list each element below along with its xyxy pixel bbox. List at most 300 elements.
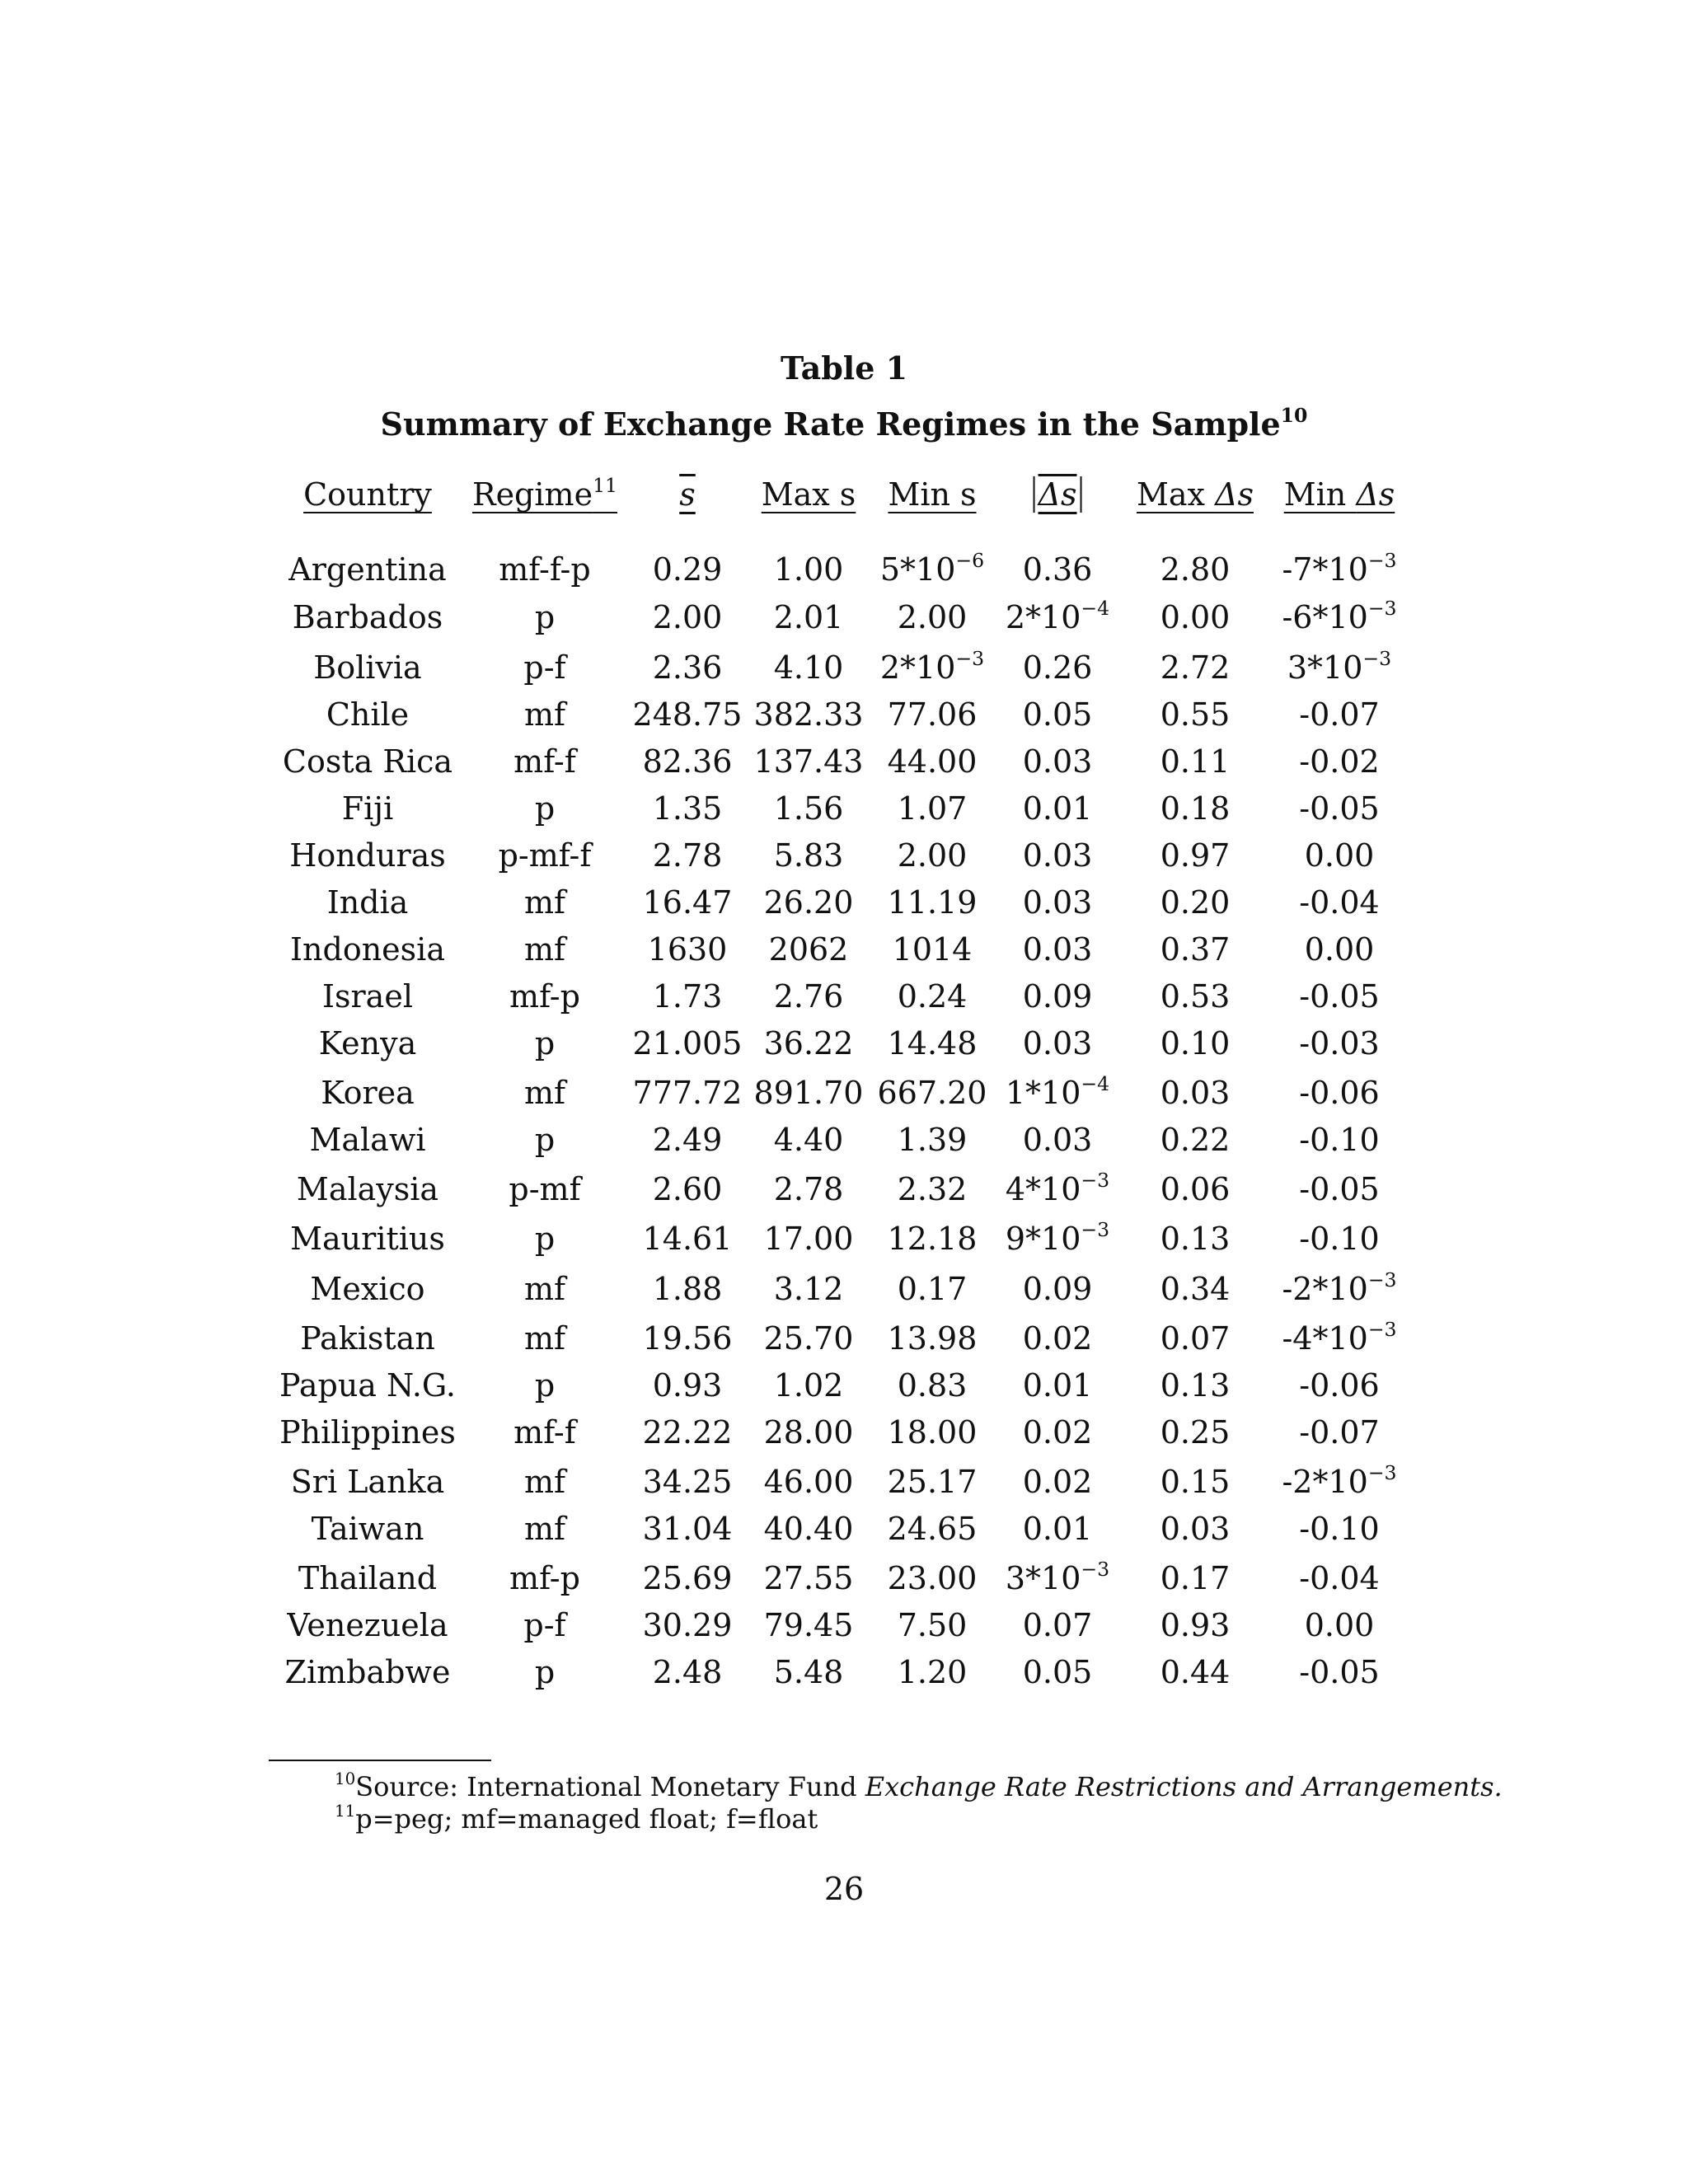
cell-regime-value: mf-f [513, 1414, 576, 1451]
cell-min-delta-s-value: -0.10 [1299, 1511, 1380, 1547]
cell-regime [513, 740, 576, 783]
cell-regime [524, 1317, 565, 1360]
cell-mean-s [653, 834, 723, 877]
header-mean-s-text: s [679, 476, 696, 513]
cell-min-s [898, 787, 968, 830]
cell-abs-delta-s-value: 0.09 [1022, 978, 1093, 1015]
cell-max-delta-s-value: 0.13 [1160, 1367, 1231, 1404]
cell-abs-delta-s [1023, 1651, 1093, 1694]
cell-min-s [888, 1460, 978, 1503]
table-row [0, 1460, 1688, 1503]
cell-max-s [774, 975, 844, 1018]
cell-min-delta-s [1287, 646, 1391, 689]
cell-country-value: Pakistan [300, 1320, 435, 1357]
cell-min-delta-s-exponent: −3 [1367, 597, 1397, 620]
cell-min-s-value: 44.00 [887, 743, 978, 780]
table-row [0, 1411, 1688, 1454]
cell-country [321, 1071, 415, 1114]
cell-min-s-value: 25.17 [887, 1464, 978, 1500]
cell-max-delta-s [1160, 1217, 1231, 1260]
cell-max-delta-s-value: 0.25 [1160, 1414, 1231, 1451]
cell-regime-value: mf [523, 696, 566, 733]
cell-country [285, 1651, 451, 1694]
cell-mean-s-value: 16.47 [642, 884, 733, 921]
cell-mean-s [653, 1118, 723, 1161]
cell-max-delta-s-value: 2.80 [1160, 551, 1231, 588]
cell-max-s [754, 1071, 864, 1114]
cell-mean-s-value: 0.29 [652, 551, 723, 588]
cell-max-s-value: 137.43 [753, 743, 864, 780]
cell-abs-delta-s [1023, 548, 1093, 591]
table-row [0, 1317, 1688, 1360]
cell-country-value: Sri Lanka [290, 1464, 445, 1500]
cell-regime-value: p [534, 1221, 556, 1257]
cell-mean-s [653, 646, 723, 689]
cell-regime [499, 834, 592, 877]
cell-min-delta-s [1299, 1364, 1379, 1407]
cell-abs-delta-s-value: 0.02 [1022, 1414, 1093, 1451]
cell-min-delta-s-value: -0.07 [1299, 1414, 1380, 1451]
cell-abs-delta-s-value: 4*10 [1005, 1171, 1081, 1207]
header-max-delta-s [1137, 473, 1254, 516]
cell-max-s-value: 382.33 [753, 696, 864, 733]
cell-max-delta-s-value: 0.93 [1160, 1607, 1231, 1643]
cell-abs-delta-s-exponent: −3 [1081, 1218, 1110, 1241]
cell-mean-s-value: 30.29 [642, 1607, 733, 1643]
cell-max-s-value: 79.45 [763, 1607, 854, 1643]
cell-max-s-value: 1.00 [773, 551, 844, 588]
cell-max-s [774, 834, 844, 877]
cell-country [298, 1557, 437, 1600]
cell-abs-delta-s-value: 0.03 [1022, 837, 1093, 874]
cell-max-s [774, 548, 844, 591]
cell-country-value: Costa Rica [282, 743, 453, 780]
cell-max-delta-s-value: 0.22 [1160, 1122, 1231, 1158]
cell-regime-value: p [534, 1122, 556, 1158]
cell-regime [535, 787, 555, 830]
cell-abs-delta-s-value: 0.02 [1022, 1464, 1093, 1500]
cell-abs-delta-s [1006, 1168, 1109, 1211]
cell-regime-value: mf-p [509, 1560, 580, 1596]
cell-abs-delta-s-value: 3*10 [1005, 1560, 1081, 1596]
cell-max-delta-s [1160, 1268, 1231, 1310]
table-row [0, 1651, 1688, 1694]
cell-regime [535, 1217, 555, 1260]
cell-min-delta-s [1282, 1268, 1396, 1310]
cell-regime-value: p [534, 599, 556, 635]
table-row [0, 1604, 1688, 1647]
cell-mean-s [633, 1071, 743, 1114]
cell-mean-s-value: 19.56 [642, 1320, 733, 1357]
cell-max-s-value: 26.20 [763, 884, 854, 921]
table-row [0, 646, 1688, 689]
cell-max-delta-s-value: 0.00 [1160, 599, 1231, 635]
cell-mean-s [653, 1168, 723, 1211]
cell-mean-s [643, 1557, 733, 1600]
cell-min-s [888, 1022, 978, 1065]
cell-abs-delta-s [1023, 646, 1093, 689]
cell-max-s-value: 1.56 [773, 790, 844, 827]
header-abs-delta-s [1034, 473, 1082, 516]
cell-min-delta-s-value: -0.10 [1299, 1122, 1380, 1158]
cell-max-s-value: 40.40 [763, 1511, 854, 1547]
cell-regime [535, 1651, 555, 1694]
cell-country-value: Korea [321, 1075, 415, 1111]
cell-min-s [898, 596, 968, 639]
cell-regime [524, 1071, 565, 1114]
cell-max-delta-s [1160, 1317, 1231, 1360]
cell-regime-value: mf [523, 1320, 566, 1357]
cell-max-s-value: 2062 [768, 931, 849, 968]
cell-abs-delta-s [1023, 787, 1093, 830]
footnote-text: Source: International Monetary Fund [355, 1771, 865, 1802]
cell-max-s-value: 25.70 [763, 1320, 854, 1357]
cell-abs-delta-s [1023, 881, 1093, 924]
cell-country [313, 646, 421, 689]
cell-max-s [754, 693, 864, 736]
cell-min-s-value: 0.24 [897, 978, 968, 1015]
cell-min-delta-s-value: -0.04 [1299, 884, 1380, 921]
cell-abs-delta-s [1023, 1604, 1093, 1647]
cell-mean-s-value: 1.35 [652, 790, 723, 827]
cell-min-delta-s [1299, 1118, 1379, 1161]
cell-min-delta-s [1299, 881, 1379, 924]
table-row [0, 1507, 1688, 1550]
table-row [0, 881, 1688, 924]
table-row [0, 596, 1688, 639]
cell-mean-s [643, 1217, 733, 1260]
cell-max-s-value: 5.83 [773, 837, 844, 874]
cell-min-s-value: 77.06 [887, 696, 978, 733]
cell-max-s [764, 1217, 854, 1260]
cell-min-delta-s [1305, 1604, 1375, 1647]
cell-min-s [893, 928, 973, 971]
cell-min-s [880, 646, 984, 689]
cell-abs-delta-s-value: 0.01 [1022, 790, 1093, 827]
table-row [0, 928, 1688, 971]
cell-max-s [764, 1460, 854, 1503]
cell-country [310, 1268, 424, 1310]
footnote-10 [335, 1769, 1503, 1802]
footnote-rule [269, 1760, 491, 1761]
cell-regime [524, 1507, 565, 1550]
cell-regime-value: p [534, 1025, 556, 1062]
cell-min-s [898, 1364, 968, 1407]
cell-country [309, 1118, 425, 1161]
cell-regime [509, 1168, 580, 1211]
header-regime-text: Regime [471, 476, 593, 513]
cell-max-s [764, 1604, 854, 1647]
cell-country-value: India [326, 884, 409, 921]
cell-min-delta-s [1299, 787, 1379, 830]
header-min-delta-sym: Δs [1356, 476, 1395, 513]
cell-country [326, 693, 409, 736]
cell-max-delta-s [1160, 693, 1231, 736]
cell-max-delta-s [1160, 596, 1231, 639]
cell-min-s [888, 740, 978, 783]
cell-min-delta-s-value: -0.02 [1299, 743, 1380, 780]
cell-abs-delta-s-value: 0.05 [1022, 1654, 1093, 1690]
header-min-s: Min s [888, 476, 977, 513]
cell-min-delta-s-value: -0.05 [1299, 1171, 1380, 1207]
cell-min-delta-s-value: -6*10 [1282, 599, 1368, 635]
cell-regime-value: mf [523, 1075, 566, 1111]
cell-mean-s-value: 2.36 [652, 649, 723, 686]
cell-regime [523, 1604, 565, 1647]
cell-abs-delta-s [1023, 1118, 1093, 1161]
cell-mean-s [648, 928, 728, 971]
cell-max-delta-s-value: 0.53 [1160, 978, 1231, 1015]
cell-mean-s [653, 787, 723, 830]
cell-min-delta-s-value: -0.05 [1299, 1654, 1380, 1690]
cell-abs-delta-s-value: 0.26 [1022, 649, 1093, 686]
cell-min-s-value: 12.18 [887, 1221, 978, 1257]
cell-min-s-value: 667.20 [877, 1075, 987, 1111]
table-row [0, 1557, 1688, 1600]
footnote-text: p=peg; mf=managed float; f=float [355, 1803, 818, 1835]
cell-mean-s [643, 1411, 733, 1454]
header-mean-s [679, 473, 696, 516]
table-row [0, 1168, 1688, 1211]
cell-min-s-exponent: −3 [955, 647, 985, 670]
cell-country-value: Venezuela [287, 1607, 448, 1643]
cell-mean-s-value: 2.49 [652, 1122, 723, 1158]
cell-mean-s-value: 34.25 [642, 1464, 733, 1500]
table-caption-text: Summary of Exchange Rate Regimes in the Sample [380, 405, 1281, 443]
cell-min-delta-s-value: -0.03 [1299, 1025, 1380, 1062]
table-row [0, 693, 1688, 736]
cell-country-value: Thailand [298, 1560, 438, 1596]
cell-mean-s-value: 31.04 [642, 1511, 733, 1547]
cell-min-delta-s-value: 0.00 [1304, 1607, 1375, 1643]
abs-bars [1034, 476, 1082, 513]
cell-max-s [764, 1022, 854, 1065]
cell-abs-delta-s-value: 0.07 [1022, 1607, 1093, 1643]
cell-abs-delta-s-value: 0.01 [1022, 1511, 1093, 1547]
cell-mean-s-value: 2.48 [652, 1654, 723, 1690]
cell-min-s-value: 2*10 [879, 649, 956, 686]
cell-country [312, 1507, 424, 1550]
table-row [0, 1268, 1688, 1310]
cell-abs-delta-s [1023, 1507, 1093, 1550]
cell-country-value: Chile [326, 696, 410, 733]
cell-mean-s-value: 1630 [647, 931, 728, 968]
cell-mean-s [653, 975, 723, 1018]
cell-regime-value: p [534, 1654, 556, 1690]
cell-max-delta-s [1160, 646, 1231, 689]
cell-mean-s-value: 248.75 [632, 696, 743, 733]
cell-regime-value: p-mf-f [498, 837, 592, 874]
cell-country-value: Papua N.G. [279, 1367, 457, 1404]
cell-min-delta-s [1299, 1557, 1379, 1600]
table-row [0, 975, 1688, 1018]
cell-regime-value: mf [523, 1511, 566, 1547]
cell-min-delta-s [1282, 1317, 1396, 1360]
cell-regime-value: mf [523, 931, 566, 968]
cell-abs-delta-s-value: 0.03 [1022, 884, 1093, 921]
cell-max-s [774, 1364, 844, 1407]
cell-min-s [888, 1317, 978, 1360]
cell-max-s [774, 646, 844, 689]
header-max-delta-prefix: Max [1136, 476, 1216, 513]
cell-abs-delta-s-value: 0.03 [1022, 743, 1093, 780]
cell-max-s [764, 1507, 854, 1550]
cell-max-delta-s [1160, 740, 1231, 783]
cell-max-delta-s [1160, 1071, 1231, 1114]
cell-min-delta-s-value: 3*10 [1287, 649, 1363, 686]
cell-country [283, 740, 452, 783]
cell-regime [509, 1557, 580, 1600]
cell-max-delta-s [1160, 548, 1231, 591]
cell-abs-delta-s-value: 9*10 [1005, 1221, 1081, 1257]
cell-mean-s [643, 740, 733, 783]
cell-min-delta-s [1299, 1651, 1379, 1694]
cell-min-s [898, 1168, 968, 1211]
cell-min-delta-s-value: -0.07 [1299, 696, 1380, 733]
cell-regime [535, 596, 555, 639]
cell-min-delta-s-value: -0.04 [1299, 1560, 1380, 1596]
cell-max-s [774, 787, 844, 830]
cell-regime-value: p-f [523, 1607, 566, 1643]
cell-country-value: Malaysia [296, 1171, 439, 1207]
cell-max-delta-s [1160, 1651, 1231, 1694]
cell-country [279, 1411, 456, 1454]
cell-mean-s-value: 22.22 [642, 1414, 733, 1451]
cell-min-delta-s [1282, 548, 1396, 591]
cell-min-s-value: 24.65 [887, 1511, 978, 1547]
cell-max-s-value: 17.00 [763, 1221, 854, 1257]
cell-mean-s [653, 1651, 723, 1694]
header-min-delta-prefix: Min [1283, 476, 1357, 513]
cell-country-value: Malawi [309, 1122, 426, 1158]
cell-min-s-value: 13.98 [887, 1320, 978, 1357]
cell-mean-s [643, 881, 733, 924]
cell-max-delta-s [1160, 1168, 1231, 1211]
cell-max-s-value: 28.00 [763, 1414, 854, 1451]
cell-min-s-value: 18.00 [887, 1414, 978, 1451]
cell-mean-s [653, 548, 723, 591]
cell-max-delta-s-value: 0.15 [1160, 1464, 1231, 1500]
cell-country-value: Argentina [288, 551, 447, 588]
cell-max-delta-s [1160, 1460, 1231, 1503]
cell-country [342, 787, 393, 830]
footnote-mark: 11 [335, 1802, 356, 1821]
cell-mean-s-value: 1.88 [652, 1271, 723, 1307]
cell-mean-s-value: 2.78 [652, 837, 723, 874]
header-abs-delta-text: Δs [1038, 476, 1077, 513]
cell-abs-delta-s [1023, 1364, 1093, 1407]
cell-regime [524, 928, 565, 971]
cell-min-s-value: 14.48 [887, 1025, 978, 1062]
cell-country [300, 1317, 435, 1360]
cell-mean-s [653, 1364, 723, 1407]
cell-max-delta-s [1160, 928, 1231, 971]
cell-mean-s [643, 1317, 733, 1360]
cell-min-delta-s-exponent: −3 [1367, 1318, 1397, 1341]
cell-country [293, 596, 443, 639]
cell-max-s [774, 1651, 844, 1694]
cell-min-delta-s [1299, 740, 1379, 783]
page-number: 26 [823, 1871, 865, 1907]
cell-min-delta-s [1305, 834, 1375, 877]
cell-min-delta-s-exponent: −3 [1367, 1268, 1397, 1291]
cell-country [297, 1168, 438, 1211]
cell-country-value: Indonesia [290, 931, 445, 968]
cell-min-s-value: 23.00 [887, 1560, 978, 1596]
cell-min-delta-s-value: -7*10 [1282, 551, 1368, 588]
table-row [0, 1364, 1688, 1407]
cell-regime-value: mf-f [513, 743, 576, 780]
cell-max-s [764, 1557, 854, 1600]
footnote-11 [335, 1802, 818, 1835]
cell-min-s [878, 1071, 987, 1114]
cell-min-delta-s [1299, 1168, 1379, 1211]
cell-abs-delta-s [1006, 1557, 1109, 1600]
cell-max-delta-s [1160, 834, 1231, 877]
cell-abs-delta-s [1023, 1268, 1093, 1310]
cell-country-value: Fiji [341, 790, 394, 827]
cell-country-value: Barbados [292, 599, 443, 635]
cell-min-delta-s-value: -0.05 [1299, 790, 1380, 827]
cell-max-s-value: 2.78 [773, 1171, 844, 1207]
cell-max-delta-s-value: 0.20 [1160, 884, 1231, 921]
cell-regime-value: p-mf [509, 1171, 581, 1207]
cell-country [289, 834, 446, 877]
table-row [0, 1071, 1688, 1114]
header-regime [472, 473, 617, 516]
cell-abs-delta-s [1023, 1411, 1093, 1454]
cell-max-delta-s [1160, 1604, 1231, 1647]
cell-min-delta-s-value: -4*10 [1282, 1320, 1368, 1357]
cell-abs-delta-s-value: 1*10 [1005, 1075, 1081, 1111]
header-min-delta-s [1284, 473, 1395, 516]
cell-max-s [764, 1317, 854, 1360]
cell-max-delta-s [1160, 975, 1231, 1018]
cell-regime [509, 975, 580, 1018]
header-max-s: Max s [761, 476, 856, 513]
cell-min-s-value: 0.17 [897, 1271, 968, 1307]
cell-min-s-value: 0.83 [897, 1367, 968, 1404]
table-row [0, 1022, 1688, 1065]
header-country: Country [303, 476, 432, 513]
cell-max-delta-s [1160, 1411, 1231, 1454]
cell-min-s [888, 881, 978, 924]
cell-regime [535, 1022, 555, 1065]
cell-max-delta-s-value: 0.17 [1160, 1560, 1231, 1596]
cell-max-s [774, 596, 844, 639]
cell-abs-delta-s-exponent: −4 [1081, 1072, 1110, 1095]
cell-min-s [898, 1118, 968, 1161]
cell-max-delta-s-value: 2.72 [1160, 649, 1231, 686]
cell-max-delta-s [1160, 1022, 1231, 1065]
cell-abs-delta-s [1023, 1460, 1093, 1503]
cell-min-delta-s [1299, 1411, 1379, 1454]
cell-abs-delta-s [1006, 1217, 1109, 1260]
cell-min-delta-s [1299, 1071, 1379, 1114]
cell-min-s [888, 1507, 978, 1550]
cell-min-s-value: 1.39 [897, 1122, 968, 1158]
cell-country-value: Philippines [279, 1414, 456, 1451]
cell-max-s-value: 4.10 [773, 649, 844, 686]
cell-regime-value: p-f [523, 649, 566, 686]
cell-max-delta-s-value: 0.10 [1160, 1025, 1231, 1062]
cell-regime [524, 881, 565, 924]
caption-footnote-mark: 10 [1280, 404, 1308, 427]
cell-regime [513, 1411, 576, 1454]
cell-max-s [764, 1411, 854, 1454]
cell-min-delta-s-value: -0.05 [1299, 978, 1380, 1015]
cell-min-s-exponent: −6 [955, 549, 985, 572]
